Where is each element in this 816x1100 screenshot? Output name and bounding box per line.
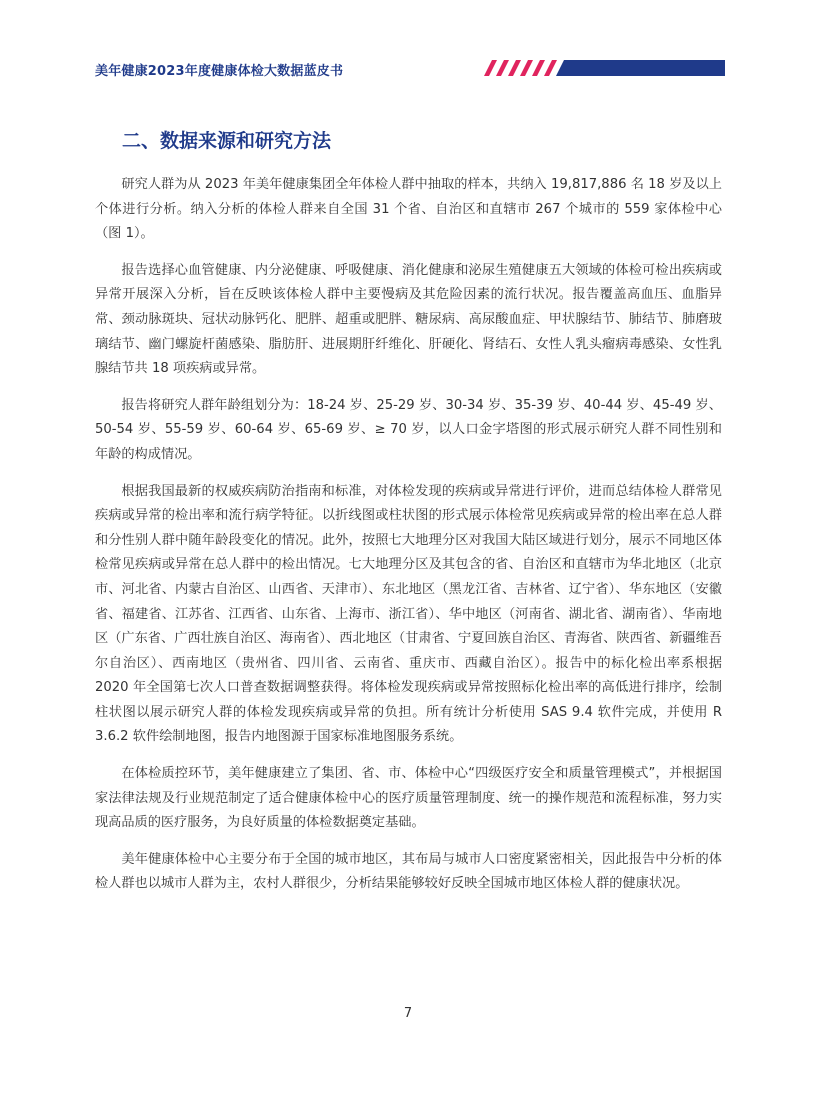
report-title: 美年健康2023年度健康体检大数据蓝皮书 [95,64,344,79]
paragraph-coverage: 美年健康体检中心主要分布于全国的城市地区，其布局与城市人口密度紧密相关，因此报告中分析的体检人群也以城市人群为主，农村人群很少，分析结果能够较好反映全国城市地区体检人群的健康状况。 [95,851,722,892]
paragraph-quality-control: 在体检质控环节，美年健康建立了集团、省、市、体检中心“四级医疗安全和质量管理模式”，并根据国家法律法规及行业规范制定了适合健康体检中心的医疗质量管理制度、统一的操作规范和流程标准，努力实现高品质的医疗服务，为良好质量的体检数据奠定基础。 [95,766,722,831]
paragraph-methods: 根据我国最新的权威疾病防治指南和标准，对体检发现的疾病或异常进行评价，进而总结体检人群常见疾病或异常的检出率和流行病学特征。以折线图或柱状图的形式展示体检常见疾病或异常的检出率在总人群和分性别人群中随年龄段变化的情况。此外，按照七大地理分区对我国大陆区域进行划分，展示不同地区体检常见疾病或异常在总人群中的检出情况。七大地理分区及其包含的省、自治区和直辖市为华北地区（北京市、河北省、内蒙古自治区、山西省、天津市）、东北地区（黑龙江省、吉林省、辽宁省）、华东地区（安徽省、福建省、江苏省、江西省、山东省、上海市、浙江省）、华中地区（河南省、湖北省、湖南省）、华南地区（广东省、广西壮族自治区、海南省）、西北地区（甘肃省、宁夏回族自治区、青海省、陕西省、新疆维吾尔自治区）、西南地区（贵州省、四川省、云南省、重庆市、西藏自治区）。报告中的标化检出率系根据 2020 年全国第七次人口普查数据调整获得。将体检发现疾病或异常按照标化检出率的高低进行排序，绘制柱状图以展示研究人群的体检发现疾病或异常的负担。所有统计分析使用 SAS 9.4 软件完成，并使用 R 3.6.2 软件绘制地图，报告内地图源于国家标准地图服务系统。 [95,483,722,745]
section-heading: 二、数据来源和研究方法 [122,130,332,152]
body-text [95,173,722,909]
paragraph-age-groups: 报告将研究人群年龄组划分为：18-24 岁、25-29 岁、30-34 岁、35-39 岁、40-44 岁、45-49 岁、50-54 岁、55-59 岁、60-64 岁、65-69 岁、≥ 70 岁，以人口金字塔图的形式展示研究人群不同性别和年龄的构成情况。 [95,397,722,462]
paragraph-study-population: 研究人群为从 2023 年美年健康集团全年体检人群中抽取的样本，共纳入 19,817,886 名 18 岁及以上个体进行分析。纳入分析的体检人群来自全国 31 个省、自治区和直辖市 267 个城市的 559 家体检中心（图 1）。 [95,177,722,242]
page-header [95,58,725,80]
header-stripe-decoration [480,60,725,76]
paragraph-disease-scope: 报告选择心血管健康、内分泌健康、呼吸健康、消化健康和泌尿生殖健康五大领域的体检可检出疾病或异常开展深入分析，旨在反映该体检人群中主要慢病及其危险因素的流行状况。报告覆盖高血压、血脂异常、颈动脉斑块、冠状动脉钙化、肥胖、超重或肥胖、糖尿病、高尿酸血症、甲状腺结节、肺结节、肺磨玻璃结节、幽门螺旋杆菌感染、脂肪肝、进展期肝纤维化、肝硬化、肾结石、女性人乳头瘤病毒感染、女性乳腺结节共 18 项疾病或异常。 [95,262,722,377]
page-number: 7 [403,1006,413,1021]
